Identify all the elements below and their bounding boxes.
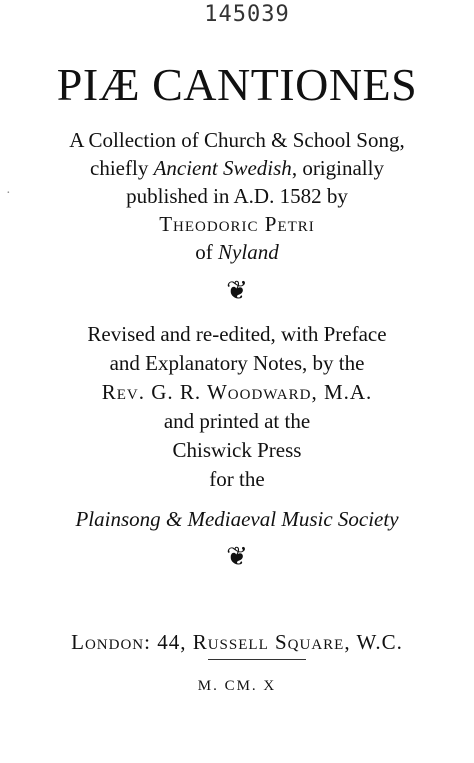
subtitle-line-2 (0, 156, 474, 181)
printer-name: Chiswick Press (172, 438, 302, 462)
divider-rule (208, 659, 306, 660)
revision-line-4: and printed at the (163, 409, 311, 433)
subtitle-line-2-pre: chiefly (90, 156, 154, 180)
subtitle-line-3: published in A.D. 1582 by (126, 184, 348, 208)
author-origin (0, 240, 474, 265)
imprint-date: M. CM. X (197, 678, 277, 694)
author-origin-place: Nyland (218, 240, 279, 264)
author-name: Theodoric Petri (159, 212, 315, 236)
library-stamp-number: 145039 (204, 2, 290, 27)
imprint-place: London: 44, Russell Square, W.C. (71, 630, 403, 654)
book-title: PIÆ CANTIONES (56, 59, 418, 110)
author-origin-pre: of (195, 240, 219, 264)
fleuron-ornament-icon: ❦ (226, 276, 248, 305)
subtitle-line-2-post: , originally (291, 156, 384, 180)
subtitle-line-2-italic: Ancient Swedish (153, 156, 292, 180)
revision-line-2: and Explanatory Notes, by the (109, 351, 365, 375)
fleuron-ornament-icon-2: ❦ (226, 542, 248, 571)
margin-mark: · (6, 186, 11, 201)
editor-name: Rev. G. R. Woodward, M.A. (101, 380, 373, 404)
society-name: Plainsong & Mediaeval Music Society (75, 507, 399, 531)
revision-line-6: for the (209, 467, 265, 491)
revision-line-1: Revised and re-edited, with Preface (87, 322, 387, 346)
subtitle-line-1: A Collection of Church & School Song, (69, 128, 405, 152)
